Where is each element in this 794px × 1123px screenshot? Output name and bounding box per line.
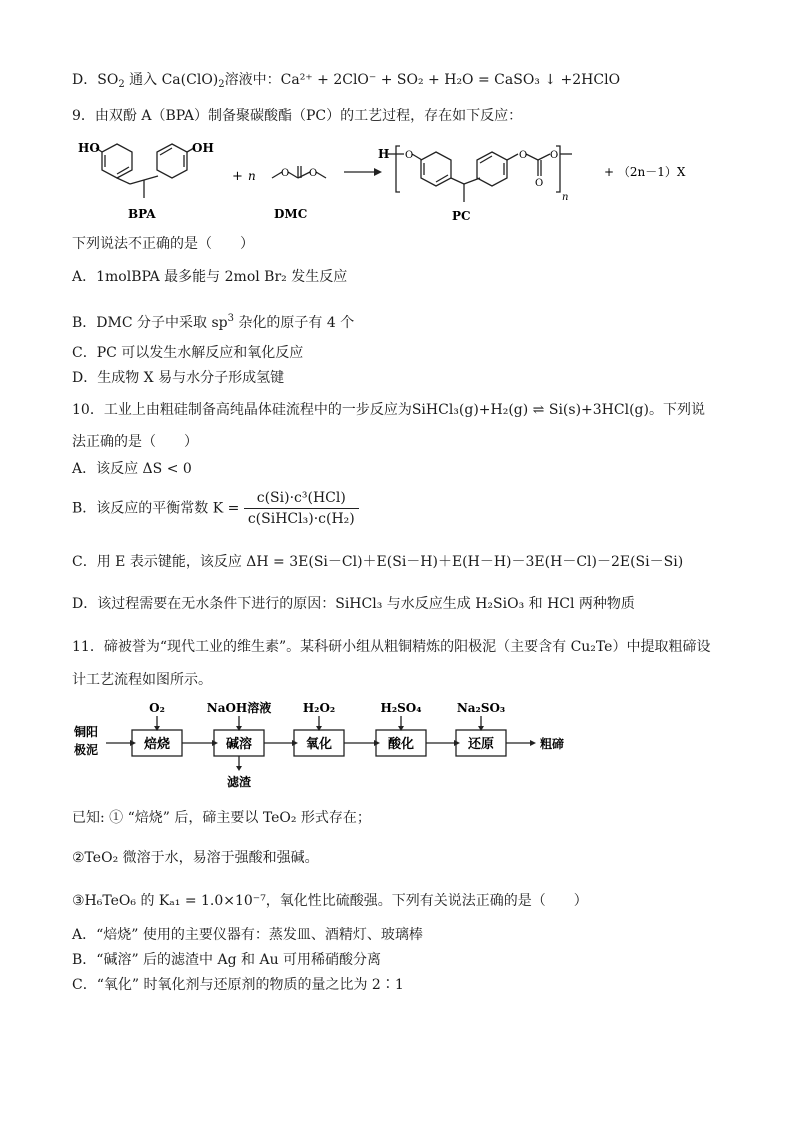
superscript: 3 <box>227 313 234 324</box>
q11-known-2: ②TeO₂ 微溶于水，易溶于强酸和强碱。 <box>72 850 319 866</box>
pc-ring-2 <box>477 152 507 186</box>
q9-stem: 9．由双酚 A（BPA）制备聚碳酸酯（PC）的工艺过程，存在如下反应： <box>72 108 523 124</box>
n-coefficient: n <box>248 169 256 183</box>
step-alkali-dissolve: 碱溶 <box>225 737 253 752</box>
equilibrium-equation: SiHCl₃(g)+H₂(g) ⇌ Si(s)+3HCl(g) <box>411 402 649 418</box>
text: 通入 <box>129 72 158 88</box>
clo-text: ClO <box>186 72 213 88</box>
dmc-label: DMC <box>274 207 308 221</box>
q9-question: 下列说法不正确的是（ ） <box>72 236 254 252</box>
q8-option-d: D．$SO_2$ 通入 $Ca(ClO)_2$溶液中：Ca²⁺ + 2ClO⁻ + SO₂ + H₂O = CaSO₃ ↓ +2HClO <box>72 72 621 90</box>
q9-reaction-diagram <box>72 136 702 228</box>
equilibrium-constant-fraction <box>244 488 359 529</box>
reagent-na2so3: Na₂SO₃ <box>456 701 506 715</box>
step-roast: 焙烧 <box>143 737 171 752</box>
reagent-naoh: NaOH溶液 <box>206 701 272 715</box>
o-atom: O <box>281 168 290 179</box>
o-atom: O <box>519 150 528 161</box>
q9-option-d: D．生成物 X 易与水分子形成氢键 <box>72 370 285 386</box>
q11-stem-line2: 计工艺流程如图所示。 <box>72 672 212 688</box>
q11-option-a: A．“焙烧” 使用的主要仪器有：蒸发皿、酒精灯、玻璃棒 <box>72 927 423 943</box>
option-text: B．DMC 分子中采取 sp <box>72 315 228 331</box>
option-text: B．该反应的平衡常数 K = <box>72 500 240 517</box>
stem-text: 。下列说 <box>648 402 705 418</box>
q11-option-b: B．“碱溶” 后的滤渣中 Ag 和 Au 可用稀硝酸分离 <box>72 952 382 968</box>
o-atom: O <box>405 150 414 161</box>
output-label: 粗碲 <box>540 737 565 751</box>
q11-known-3: ③H₆TeO₆ 的 Kₐ₁ = 1.0×10⁻⁷，氧化性比硫酸强。下列有关说法正确的是（ ） <box>72 893 588 909</box>
bpa-ring-1 <box>102 144 132 178</box>
h-atom: H <box>378 147 390 161</box>
reagent-h2o2: H₂O₂ <box>302 701 336 715</box>
residue-label: 滤渣 <box>226 775 252 789</box>
oh-label: OH <box>192 141 214 155</box>
fraction-denominator: c(SiHCl₃)·c(H₂) <box>247 511 355 527</box>
fraction-numerator: c(Si)·c³(HCl) <box>244 488 359 509</box>
input-label-line1: 铜阳 <box>74 725 99 739</box>
input-label-line2: 极泥 <box>74 743 99 757</box>
reagent-h2so4: H₂SO₄ <box>380 701 422 715</box>
q10-stem-line2: 法正确的是（ ） <box>72 434 198 450</box>
q9-option-a: A．1molBPA 最多能与 2mol Br₂ 发生反应 <box>72 269 348 285</box>
plus-sign: + <box>232 169 243 184</box>
pc-ring-1 <box>421 152 451 186</box>
q9-option-b <box>72 309 354 333</box>
byproduct-x: + （2n－1）X <box>604 165 686 179</box>
stem-text: 10．工业上由粗硅制备高纯晶体硅流程中的一步反应为 <box>72 402 412 418</box>
step-acidify: 酸化 <box>387 737 415 752</box>
q11-option-c: C．“氧化” 时氧化剂与还原剂的物质的量之比为 2∶1 <box>72 977 404 993</box>
q10-option-d: D．该过程需要在无水条件下进行的原因：SiHCl₃ 与水反应生成 H₂SiO₃ 和 HCl 两种物质 <box>72 596 635 612</box>
step-reduce: 还原 <box>467 737 495 752</box>
o-atom: O <box>550 150 559 161</box>
ionic-equation: Ca²⁺ + 2ClO⁻ + SO₂ + H₂O = CaSO₃ ↓ +2HClO <box>280 72 621 88</box>
q10-option-b <box>72 488 359 529</box>
q10-option-a: A．该反应 ΔS < 0 <box>72 461 192 477</box>
pc-label: PC <box>452 209 471 223</box>
o-atom: O <box>535 178 544 189</box>
n-subscript: n <box>562 192 569 203</box>
ho-label: HO <box>78 141 100 155</box>
so2-text: SO <box>97 72 119 88</box>
option-text: 杂化的原子有 4 个 <box>233 315 355 331</box>
step-oxidize: 氧化 <box>305 737 333 752</box>
q10-option-c: C．用 E 表示键能，该反应 ΔH = 3E(Si－Cl)＋E(Si－H)＋E(H－H)－3E(H－Cl)－2E(Si－Si) <box>72 554 684 570</box>
q11-known-1: 已知: ① “焙烧” 后，碲主要以 TeO₂ 形式存在； <box>72 810 371 826</box>
o-atom: O <box>309 168 318 179</box>
ca-text: Ca <box>161 72 181 88</box>
q11-flowchart <box>72 696 602 792</box>
q10-stem-line1 <box>72 400 705 420</box>
q11-stem-line1: 11．碲被誉为“现代工业的维生素”。某科研小组从粗铜精炼的阳极泥（主要含有 Cu₂Te）中提取粗碲设 <box>72 639 711 655</box>
bpa-label: BPA <box>128 207 156 221</box>
bpa-ring-2 <box>157 144 187 178</box>
option-label: D． <box>72 72 98 88</box>
reagent-o2: O₂ <box>149 701 165 715</box>
q9-option-c: C．PC 可以发生水解反应和氧化反应 <box>72 345 304 361</box>
text: 溶液中： <box>224 72 281 88</box>
